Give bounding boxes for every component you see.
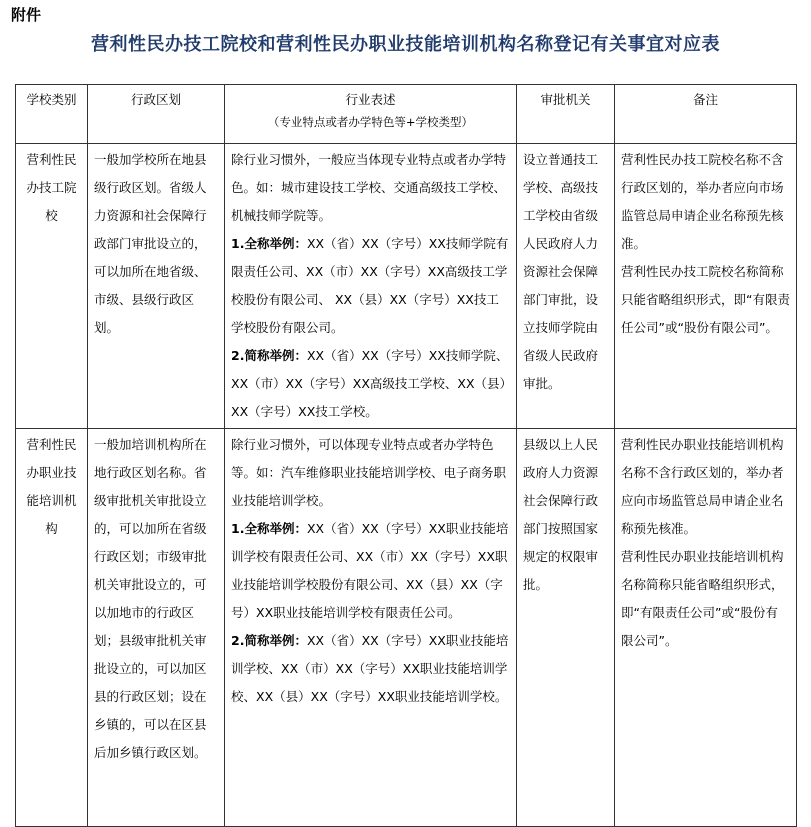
short-name-example: 2.简称举例：XX（省）XX（字号）XX技师学院、XX（市）XX（字号）XX高级技工学校、XX（县）XX（字号）XX技工学校。 (231, 348, 509, 419)
industry-intro: 除行业习惯外，一般应当体现专业特点或者办学特色。如：城市建设技工学校、交通高级技工学校、机械技师学院等。 (231, 152, 507, 223)
industry-intro: 除行业习惯外，可以体现专业特点或者办学特色等。如：汽车维修职业技能培训学校、电子商务职业技能培训学校。 (231, 437, 507, 508)
column-header-remark: 备注 (615, 85, 797, 144)
column-header-industry: 行业表述 （专业特点或者办学特色等+学校类型） (225, 85, 517, 144)
industry-subheader: （专业特点或者办学特色等+学校类型） (267, 115, 474, 129)
attachment-label: 附件 (11, 6, 42, 24)
short-name-example: 2.简称举例：XX（省）XX（字号）XX职业技能培训学校、XX（市）XX（字号）XX职业技能培训学校、XX（县）XX（字号）XX职业技能培训学校。 (231, 633, 509, 704)
column-header-authority: 审批机关 (517, 85, 615, 144)
remark-paragraph: 营利性民办技工院校名称不含行政区划的，举办者应向市场监管总局申请企业名称预先核准。 (621, 152, 784, 251)
cell-remark (615, 429, 797, 827)
table-row (16, 429, 797, 827)
cell-authority: 县级以上人民政府人力资源社会保障行政部门按照国家规定的权限审批。 (517, 429, 615, 827)
cell-region: 一般加学校所在地县级行政区划。省级人力资源和社会保障行政部门审批设立的，可以加所在地省级、市级、县级行政区划。 (88, 144, 225, 429)
correspondence-table (15, 84, 797, 827)
remark-paragraph: 营利性民办职业技能培训机构名称简称只能省略组织形式，即“有限责任公司”或“股份有限公司”。 (621, 549, 784, 648)
cell-category: 营利性民办技工院校 (16, 144, 88, 429)
table-row (16, 144, 797, 429)
cell-remark (615, 144, 797, 429)
cell-category: 营利性民办职业技能培训机构 (16, 429, 88, 827)
cell-authority: 设立普通技工学校、高级技工学校由省级人民政府人力资源社会保障部门审批，设立技师学院由省级人民政府审批。 (517, 144, 615, 429)
cell-industry (225, 429, 517, 827)
remark-paragraph: 营利性民办技工院校名称简称只能省略组织形式，即“有限责任公司”或“股份有限公司”。 (621, 264, 790, 335)
full-name-example: 1.全称举例：XX（省）XX（字号）XX技师学院有限责任公司、XX（市）XX（字号）XX高级技工学校股份有限公司、 XX（县）XX（字号）XX技工学校股份有限公司。 (231, 236, 509, 335)
column-header-region: 行政区划 (88, 85, 225, 144)
column-header-category: 学校类别 (16, 85, 88, 144)
cell-region: 一般加培训机构所在地行政区划名称。省级审批机关审批设立的，可以加所在省级行政区划；市级审批机关审批设立的，可以加地市的行政区划；县级审批机关审批设立的，可以加区县的行政区划；设在乡镇的，可以在区县后加乡镇行政区划。 (88, 429, 225, 827)
document-title: 营利性民办技工院校和营利性民办职业技能培训机构名称登记有关事宜对应表 (91, 34, 720, 55)
cell-industry (225, 144, 517, 429)
table-header-row (16, 85, 797, 144)
full-name-example: 1.全称举例：XX（省）XX（字号）XX职业技能培训学校有限责任公司、XX（市）XX（字号）XX职业技能培训学校股份有限公司、XX（县）XX（字号）XX职业技能培训学校有限责任公司。 (231, 521, 509, 620)
remark-paragraph: 营利性民办职业技能培训机构名称不含行政区划的，举办者应向市场监管总局申请企业名称预先核准。 (621, 437, 784, 536)
